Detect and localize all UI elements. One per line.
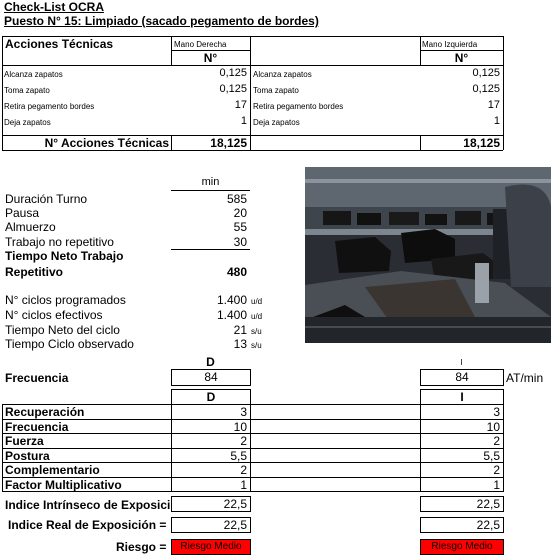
right-action-value: 1 <box>240 115 247 127</box>
right-action-name: Alcanza zapatos <box>4 70 63 79</box>
factor-label: Complementario <box>5 463 100 477</box>
actions-heading: Acciones Técnicas <box>5 37 114 51</box>
right-action-value: 17 <box>234 99 247 111</box>
indice-real-label: Indice Real de Exposición = <box>8 518 167 532</box>
duracion-value: 585 <box>226 192 247 206</box>
frequency-value-left: 84 <box>455 370 469 384</box>
riesgo-badge-left: Riesgo Medio <box>420 539 504 555</box>
ciclos-programados-value: 1.400 <box>216 293 247 307</box>
left-action-value: 0,125 <box>472 67 500 79</box>
factors-col-left: I <box>460 390 464 404</box>
workstation-photo <box>305 167 551 343</box>
factor-label: Frecuencia <box>5 420 69 434</box>
tiempo-neto-ciclo-unit: s/u <box>251 327 262 336</box>
left-action-name: Toma zapato <box>253 86 299 95</box>
tiempo-ciclo-observado-unit: s/u <box>251 341 262 350</box>
tiempo-neto-label-2: Repetitivo <box>5 265 64 279</box>
factor-value-left: 10 <box>486 420 500 434</box>
tiempo-neto-ciclo-value: 21 <box>233 323 247 337</box>
pausa-value: 20 <box>233 206 247 220</box>
indice-intrinseco-label: Indice Intrínseco de Exposici <box>5 498 171 512</box>
page-title: Check-List OCRA <box>4 0 105 14</box>
tiempo-neto-value: 480 <box>226 265 247 279</box>
factor-value-right: 3 <box>240 405 247 419</box>
factor-label: Recuperación <box>5 405 85 419</box>
left-action-name: Retira pegamento bordes <box>253 102 344 111</box>
factors-col-right: D <box>206 390 216 404</box>
riesgo-badge-right: Riesgo Medio <box>171 539 251 555</box>
actions-total-right: 18,125 <box>210 136 247 150</box>
time-unit: min <box>201 176 220 188</box>
frequency-col-left: I <box>460 358 463 367</box>
pausa-label: Pausa <box>5 206 40 220</box>
no-repetitivo-value: 30 <box>233 235 247 249</box>
factor-label: Postura <box>5 449 50 463</box>
frequency-label: Frecuencia <box>5 371 69 385</box>
almuerzo-value: 55 <box>233 220 247 234</box>
tiempo-ciclo-observado-label: Tiempo Ciclo observado <box>5 337 134 351</box>
left-action-value: 0,125 <box>472 83 500 95</box>
indice-intrinseco-right: 22,5 <box>223 497 247 511</box>
indice-intrinseco-left: 22,5 <box>476 497 500 511</box>
factor-label: Fuerza <box>5 434 44 448</box>
right-action-name: Toma zapato <box>4 86 50 95</box>
no-repetitivo-label: Trabajo no repetitivo <box>5 235 114 249</box>
tiempo-ciclo-observado-value: 13 <box>233 337 247 351</box>
right-unit-label: N° <box>203 51 218 65</box>
ciclos-programados-unit: u/d <box>251 297 263 306</box>
tiempo-neto-label-1: Tiempo Neto Trabajo <box>5 249 124 263</box>
ciclos-efectivos-unit: u/d <box>251 312 263 321</box>
factor-value-right: 2 <box>240 463 247 477</box>
right-action-value: 0,125 <box>219 83 247 95</box>
right-action-value: 0,125 <box>219 67 247 79</box>
right-action-name: Deja zapatos <box>4 118 51 127</box>
left-action-name: Alcanza zapatos <box>253 70 312 79</box>
factor-value-right: 10 <box>233 420 247 434</box>
right-action-name: Retira pegamento bordes <box>4 102 95 111</box>
frequency-unit: AT/min <box>506 371 544 385</box>
factor-value-left: 2 <box>493 434 500 448</box>
left-action-value: 1 <box>493 115 500 127</box>
ciclos-efectivos-label: N° ciclos efectivos <box>5 308 103 322</box>
page-subtitle: Puesto N° 15: Limpiado (sacado pegamento de bordes) <box>4 14 319 28</box>
factor-value-right: 5,5 <box>230 449 247 463</box>
tiempo-neto-ciclo-label: Tiempo Neto del ciclo <box>5 323 120 337</box>
factor-value-left: 1 <box>493 478 500 492</box>
almuerzo-label: Almuerzo <box>5 220 56 234</box>
left-hand-label: Mano Izquierda <box>422 40 478 49</box>
left-action-value: 17 <box>487 99 500 111</box>
frequency-col-right: D <box>206 355 215 369</box>
ciclos-programados-label: N° ciclos programados <box>5 293 126 307</box>
factor-value-right: 1 <box>240 478 247 492</box>
riesgo-label: Riesgo = <box>116 540 167 554</box>
factor-value-left: 2 <box>493 463 500 477</box>
indice-real-left: 22,5 <box>476 518 500 532</box>
duracion-label: Duración Turno <box>5 192 88 206</box>
ciclos-efectivos-value: 1.400 <box>216 308 247 322</box>
actions-total-label: N° Acciones Técnicas <box>44 136 169 150</box>
right-hand-label: Mano Derecha <box>174 40 227 49</box>
indice-real-right: 22,5 <box>223 518 247 532</box>
frequency-value-right: 84 <box>204 370 218 384</box>
factor-value-right: 2 <box>240 434 247 448</box>
factor-value-left: 5,5 <box>483 449 500 463</box>
actions-total-left: 18,125 <box>463 136 500 150</box>
left-action-name: Deja zapatos <box>253 118 300 127</box>
factor-label: Factor Multiplicativo <box>5 478 122 492</box>
left-unit-label: N° <box>454 51 469 65</box>
factor-value-left: 3 <box>493 405 500 419</box>
